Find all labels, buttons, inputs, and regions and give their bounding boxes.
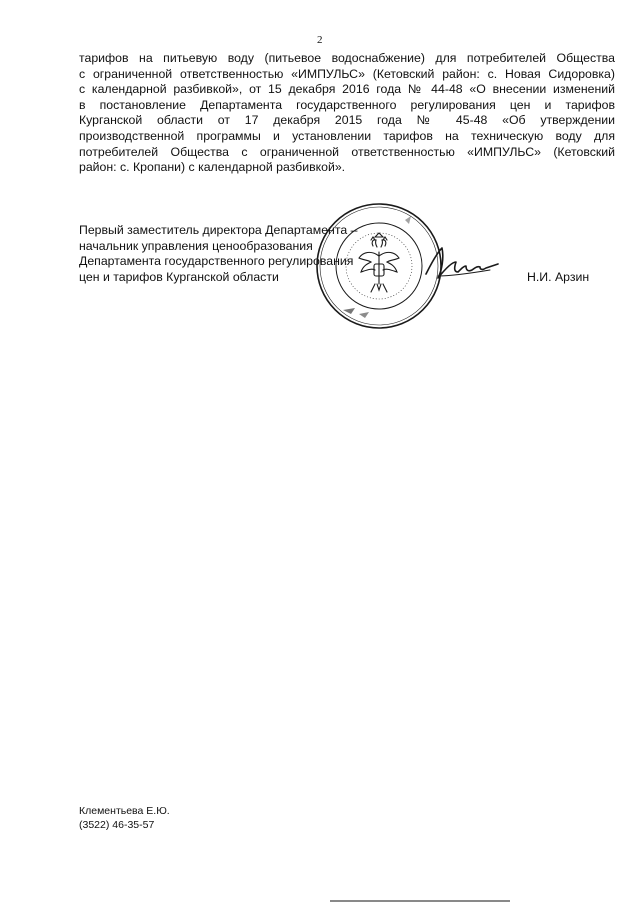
body-line: район: с. Кропани) с календарной разбивкой». — [79, 160, 346, 175]
signer-position-line: начальник управления ценообразования — [79, 238, 313, 253]
page-number: 2 — [317, 34, 323, 46]
executor-contacts — [79, 805, 170, 832]
body-line: с ограниченной ответственностью «ИМПУЛЬС» (Кетовский район: с. Новая Сидоровка) — [79, 66, 615, 81]
body-line: в постановление Департамента государственного регулирования цен и тарифов — [79, 97, 615, 112]
signer-position-line: цен и тарифов Курганской области — [79, 269, 279, 284]
body-line: с календарной разбивкой», от 15 декабря 2016 года № 44-48 «О внесении изменений — [79, 82, 615, 97]
body-line: тарифов на питьевую воду (питьевое водоснабжение) для потребителей Общества — [79, 51, 615, 65]
signer-name: Н.И. Арзин — [527, 270, 590, 284]
executor-phone: (3522) 46-35-57 — [79, 818, 155, 831]
body-line: потребителей Общества с ограниченной ответственностью «ИМПУЛЬС» (Кетовский — [79, 144, 615, 159]
body-paragraph — [79, 51, 615, 176]
signer-position-line: Первый заместитель директора Департамента – — [79, 223, 358, 237]
scan-artifact-line — [330, 900, 510, 902]
executor-name: Клементьева Е.Ю. — [79, 805, 170, 817]
body-line: производственной программы и установлении тарифов на техническую воду для — [79, 128, 615, 143]
signer-position-line: Департамента государственного регулирования — [79, 254, 354, 269]
body-line: Курганской области от 17 декабря 2015 года № 45-48 «Об утверждении — [79, 113, 615, 128]
double-headed-eagle-icon — [359, 233, 399, 292]
handwritten-signature — [420, 240, 500, 285]
